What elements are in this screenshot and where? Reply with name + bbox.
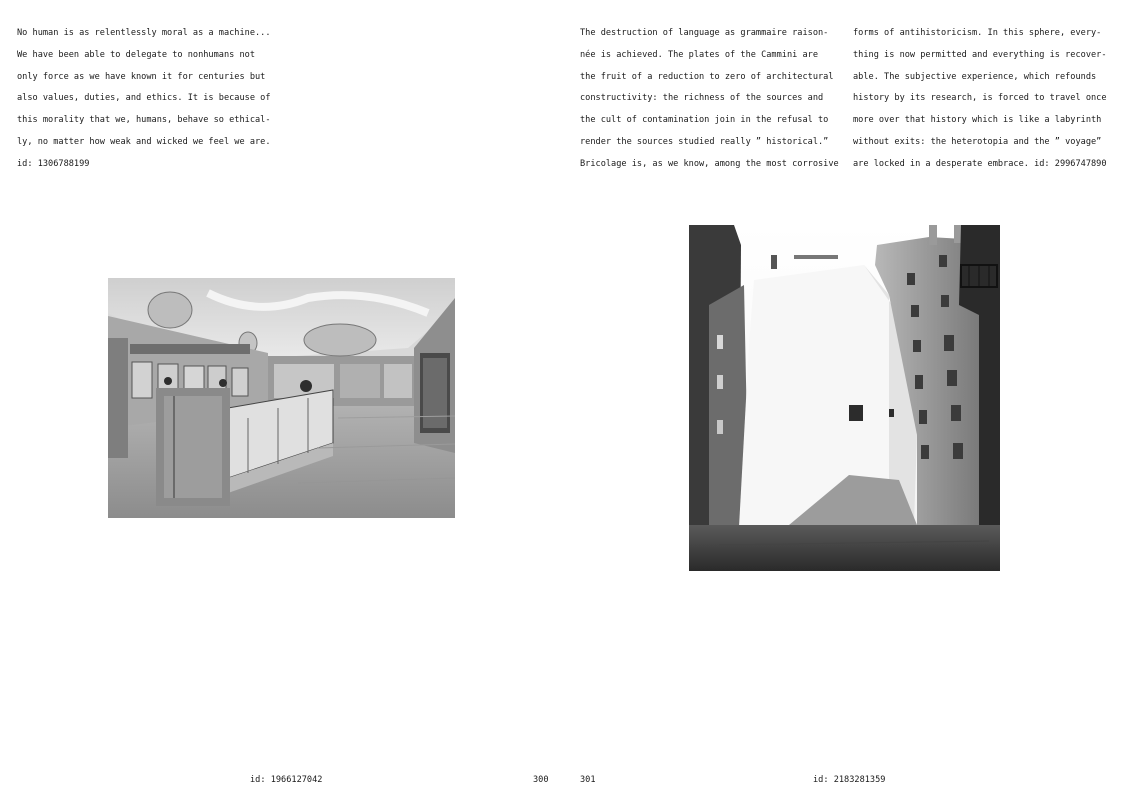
text-line: history by its research, is forced to travel once	[853, 93, 1107, 104]
text-line: without exits: the heterotopia and the ” voyage”	[853, 136, 1102, 147]
right-page-text-column-2	[853, 17, 1107, 181]
text-line: We have been able to delegate to nonhumans not	[17, 49, 255, 60]
text-line: ly, no matter how weak and wicked we feel we are.	[17, 136, 271, 147]
left-footer-id: id: 1966127042	[250, 775, 323, 785]
text-line: only force as we have known it for centuries but	[17, 71, 266, 82]
text-line: thing is now permitted and everything is recover-	[853, 49, 1107, 60]
text-line: able. The subjective experience, which refounds	[853, 71, 1097, 82]
right-footer-id: id: 2183281359	[813, 775, 886, 785]
text-line: forms of antihistoricism. In this sphere, every-	[853, 27, 1102, 38]
text-line: are locked in a desperate embrace. id: 2996747890	[853, 158, 1107, 169]
text-line: Bricolage is, as we know, among the most corrosive	[580, 158, 839, 169]
text-line: The destruction of language as grammaire raison-	[580, 27, 829, 38]
right-page-text-column-1	[580, 17, 839, 181]
text-line: the cult of contamination join in the refusal to	[580, 115, 829, 126]
text-line: the fruit of a reduction to zero of architectural	[580, 71, 834, 82]
text-line: render the sources studied really ” historical.”	[580, 136, 829, 147]
text-line: more over that history which is like a labyrinth	[853, 115, 1102, 126]
text-line: id: 1306788199	[17, 158, 90, 169]
left-page-text	[17, 17, 271, 181]
right-page-number: 301	[580, 775, 596, 785]
courtyard-photo	[689, 225, 1000, 571]
text-line: No human is as relentlessly moral as a machine...	[17, 27, 271, 38]
text-line: this morality that we, humans, behave so ethical-	[17, 115, 271, 126]
text-line: also values, duties, and ethics. It is because of	[17, 93, 271, 104]
left-page-number: 300	[533, 775, 549, 785]
exhibition-hall-photo	[108, 278, 455, 518]
text-line: constructivity: the richness of the sources and	[580, 93, 824, 104]
text-line: née is achieved. The plates of the Cammini are	[580, 49, 818, 60]
